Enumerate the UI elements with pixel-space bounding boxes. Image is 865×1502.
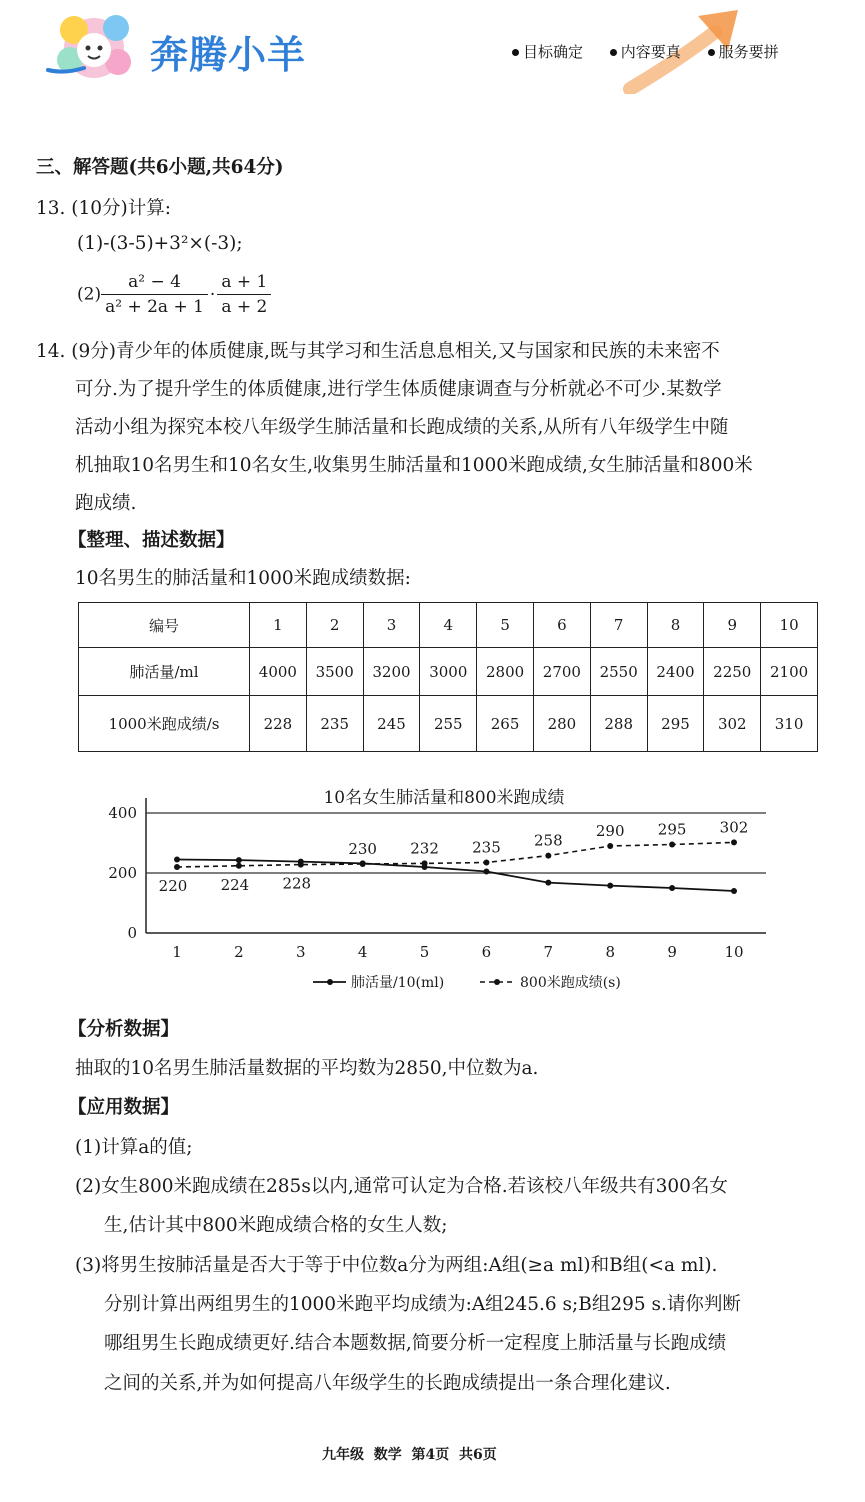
apply-line-1: (1)计算a的值; [75,1137,193,1158]
table-cell: 2 [306,603,363,648]
fraction-2 [217,272,271,317]
table-cell: 288 [590,696,647,752]
q13-part2 [77,272,271,317]
table-cell: 3000 [420,648,477,696]
analyze-heading: 【分析数据】 [68,1019,180,1040]
q14-line-4: 机抽取10名男生和10名女生,收集男生肺活量和1000米跑成绩,女生肺活量和800米 [75,455,753,476]
table-cell: 2700 [533,648,590,696]
fraction-2-numerator: a + 1 [217,272,271,295]
q14-line-2: 可分.为了提升学生的体质健康,进行学生体质健康调查与分析就必不可少.某数学 [75,379,722,400]
q14-line-1: 14. (9分)青少年的体质健康,既与其学习和生活息息相关,又与国家和民族的未来密不 [36,341,720,362]
x-tick-label: 5 [419,943,430,961]
x-tick-label: 9 [667,943,677,961]
chart-title: 10名女生肺活量和800米跑成绩 [323,788,565,808]
logo [44,10,144,84]
table-cell: 235 [306,696,363,752]
legend-label-lung-capacity: 肺活量/10(ml) [351,975,445,991]
q13-part1: (1)-(3-5)+3²×(-3); [77,233,243,254]
q13-part2-label: (2) [77,284,102,305]
x-tick-label: 7 [543,943,554,961]
header-nav [512,41,779,62]
apply-heading: 【应用数据】 [68,1097,180,1118]
table-cell: 255 [420,696,477,752]
table-row [79,696,818,752]
logo-text: 奔腾小羊 [150,33,307,77]
x-tick-label: 2 [234,943,244,961]
table-cell: 6 [533,603,590,648]
data-label-800m: 220 [158,877,188,895]
apply-line-3: 生,估计其中800米跑成绩合格的女生人数; [104,1215,448,1236]
apply-line-7: 之间的关系,并为如何提高八年级学生的长跑成绩提出一条合理化建议. [104,1373,671,1394]
data-label-800m: 232 [410,839,439,858]
table-cell: 2400 [647,648,704,696]
fraction-1-numerator: a² − 4 [101,272,208,295]
x-tick-label: 3 [296,943,306,961]
fraction-1-denominator: a² + 2a + 1 [105,297,204,317]
data-point-800m [483,860,489,866]
data-point-800m [174,864,180,870]
boys-data-table [78,602,818,752]
table-cell: 295 [647,696,704,752]
table-cell: 2800 [477,648,534,696]
apply-line-4: (3)将男生按肺活量是否大于等于中位数a分为两组:A组(≥a ml)和B组(<a ml). [75,1255,718,1276]
data-label-800m: 258 [534,831,563,850]
table-cell: 4000 [250,648,307,696]
data-point-lung-capacity [236,857,242,863]
table-cell: 302 [704,696,761,752]
table-cell: 265 [477,696,534,752]
data-point-lung-capacity [607,883,613,889]
apply-line-2: (2)女生800米跑成绩在285s以内,通常可认定为合格.若该校八年级共有300名女 [75,1176,728,1197]
nav-item-service: 服务要拼 [708,43,779,61]
data-point-lung-capacity [545,880,551,886]
series-line-lung-capacity [177,860,734,892]
series-line-800m [177,842,734,867]
table-cell: 2250 [704,648,761,696]
x-tick-label: 8 [605,943,615,961]
table-cell: 3 [363,603,420,648]
data-point-800m [607,843,613,849]
x-tick-label: 6 [481,943,492,961]
data-label-800m: 295 [657,820,687,839]
apply-line-6: 哪组男生长跑成绩更好.结合本题数据,简要分析一定程度上肺活量与长跑成绩 [104,1333,727,1354]
q13-heading: 13. (10分)计算: [36,198,172,219]
data-label-800m: 228 [282,874,312,893]
y-tick-label: 200 [108,864,137,882]
fraction-1 [101,272,208,317]
x-tick-label: 1 [172,943,182,961]
x-tick-label: 10 [724,943,744,961]
table-cell: 7 [590,603,647,648]
data-point-800m [298,862,304,868]
data-point-800m [422,860,428,866]
data-point-800m [360,861,366,867]
q14-line-5: 跑成绩. [75,493,137,514]
data-point-800m [669,842,675,848]
data-point-lung-capacity [174,857,180,863]
table-cell: 245 [363,696,420,752]
table-cell: 4 [420,603,477,648]
data-label-800m: 235 [472,838,501,857]
nav-item-goal: 目标确定 [512,43,583,61]
table-cell: 280 [533,696,590,752]
multiply-dot: · [209,284,216,305]
table-cell: 2550 [590,648,647,696]
page-footer: 九年级 数学 第4页 共6页 [322,1447,497,1463]
table-cell: 8 [647,603,704,648]
table-cell: 9 [704,603,761,648]
data-label-800m: 290 [595,822,625,840]
table-row [79,603,818,648]
data-point-800m [545,853,551,859]
table-cell: 3200 [363,648,420,696]
table-cell: 310 [761,696,818,752]
table-cell: 5 [477,603,534,648]
row-label-run: 1000米跑成绩/s [79,696,250,752]
data-label-800m: 302 [719,818,749,837]
sheep-logo-icon [44,10,144,84]
girls-line-chart [0,775,865,1005]
data-point-800m [731,839,737,845]
data-point-lung-capacity [669,885,675,891]
table-cell: 1 [250,603,307,648]
section-title: 三、解答题(共6小题,共64分) [36,157,284,178]
legend-marker-lung-capacity [327,979,333,985]
row-label-id: 编号 [79,603,250,648]
fraction-2-denominator: a + 2 [221,297,268,317]
row-label-lung: 肺活量/ml [79,648,250,696]
data-point-lung-capacity [731,888,737,894]
table-cell: 10 [761,603,818,648]
data-point-lung-capacity [483,869,489,875]
legend-label-800m: 800米跑成绩(s) [520,975,621,991]
q14-line-3: 活动小组为探究本校八年级学生肺活量和长跑成绩的关系,从所有八年级学生中随 [75,417,729,438]
legend-marker-800m [494,979,500,985]
table-cell: 228 [250,696,307,752]
data-label-800m: 230 [348,840,377,858]
table-cell: 3500 [306,648,363,696]
x-tick-label: 4 [357,943,368,961]
data-label-800m: 224 [220,875,250,894]
table-cell: 2100 [761,648,818,696]
table-row [79,648,818,696]
y-tick-label: 400 [108,804,137,822]
y-tick-label: 0 [127,924,137,942]
nav-item-content: 内容要真 [610,43,681,61]
table-caption: 10名男生的肺活量和1000米跑成绩数据: [75,568,411,589]
apply-line-5: 分别计算出两组男生的1000米跑平均成绩为:A组245.6 s;B组295 s.请你判断 [104,1294,741,1315]
organize-heading: 【整理、描述数据】 [68,530,235,551]
analyze-text: 抽取的10名男生肺活量数据的平均数为2850,中位数为a. [75,1058,539,1079]
data-point-800m [236,863,242,869]
